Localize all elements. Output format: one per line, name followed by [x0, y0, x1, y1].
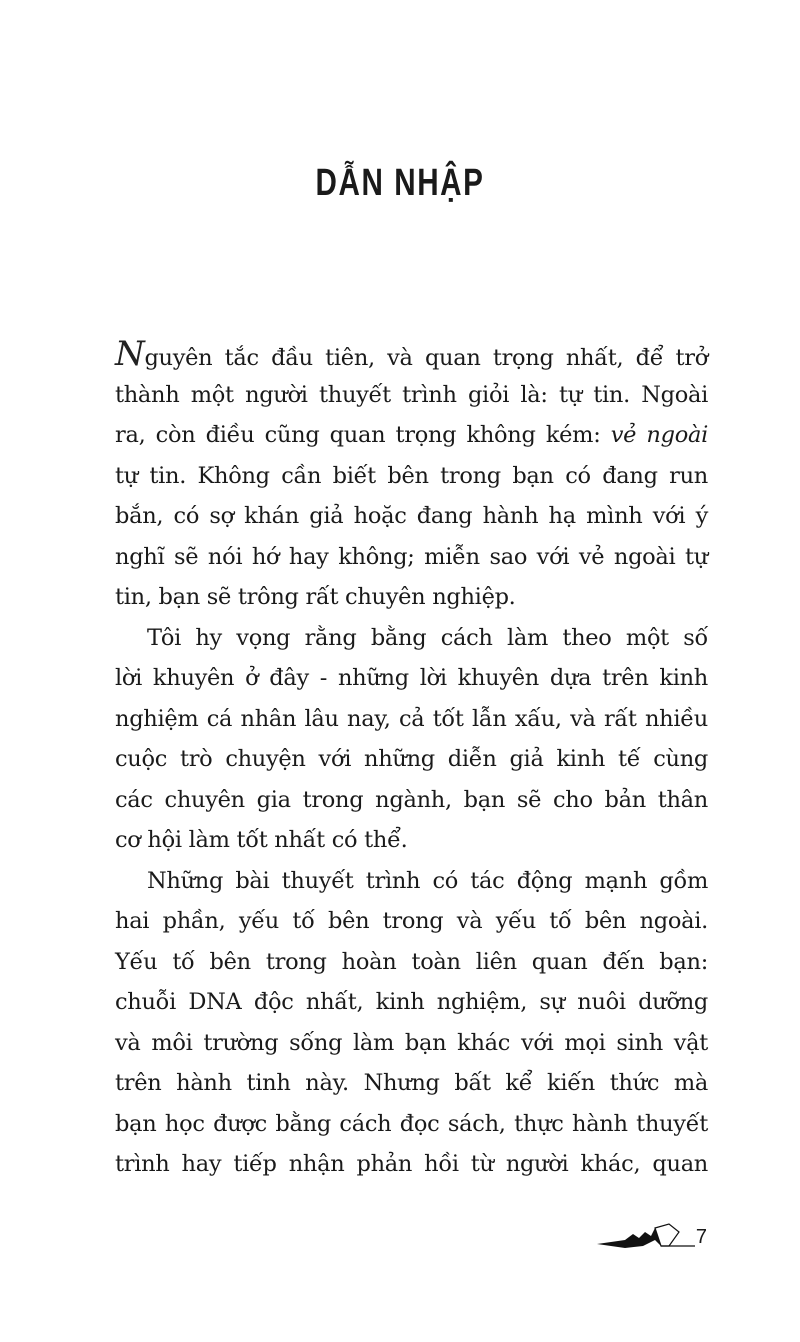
paragraph-2 [115, 618, 708, 861]
page-footer [595, 1222, 715, 1258]
text-line: lời khuyên ở đây - những lời khuyên dựa trên kinh [115, 665, 708, 691]
paragraph-3 [115, 861, 708, 1185]
text-line: chuỗi DNA độc nhất, kinh nghiệm, sự nuôi dưỡng [115, 989, 708, 1015]
text-line: nghiệm cá nhân lâu nay, cả tốt lẫn xấu, và rất nhiều [115, 705, 708, 732]
text-line: Yếu tố bên trong hoàn toàn liên quan đến bạn: [115, 948, 708, 975]
text-line: các chuyên gia trong ngành, bạn sẽ cho bản thân [115, 786, 708, 813]
page-number: 7 [695, 1226, 707, 1248]
text-line: Những bài thuyết trình có tác động mạnh gồm [147, 867, 708, 894]
text-line: nghĩ sẽ nói hớ hay không; miễn sao với vẻ ngoài tự [115, 543, 708, 570]
body-text [115, 334, 708, 1185]
text-line: tin, bạn sẽ trông rất chuyên nghiệp. [115, 584, 516, 610]
paragraph-1 [115, 334, 708, 618]
text-line: bạn học được bằng cách đọc sách, thực hành thuyết [115, 1110, 708, 1137]
text-line: tự tin. Không cần biết bên trong bạn có đang run [115, 462, 708, 489]
text-line: ra, còn điều cũng quan trọng không kém: vẻ ngoài [115, 422, 708, 448]
italic-emphasis: vẻ ngoài [610, 422, 708, 448]
text-line: thành một người thuyết trình giỏi là: tự tin. Ngoài [115, 381, 708, 408]
text-line: và môi trường sống làm bạn khác với mọi sinh vật [115, 1029, 708, 1056]
text-line: hai phần, yếu tố bên trong và yếu tố bên ngoài. [115, 908, 708, 934]
text-line: cuộc trò chuyện với những diễn giả kinh tế cùng [115, 746, 708, 772]
text-line: trình hay tiếp nhận phản hồi từ người khác, quan [115, 1151, 708, 1177]
text-line: trên hành tinh này. Nhưng bất kể kiến thức mà [115, 1070, 708, 1096]
text-line: Tôi hy vọng rằng bằng cách làm theo một số [147, 624, 708, 651]
drop-cap: N [115, 334, 145, 374]
text-line: Nguyên tắc đầu tiên, và quan trọng nhất, để trở [115, 334, 708, 374]
text-line: cơ hội làm tốt nhất có thể. [115, 827, 408, 853]
ornament-icon [595, 1222, 695, 1258]
text-line: bắn, có sợ khán giả hoặc đang hành hạ mình với ý [115, 503, 708, 529]
chapter-title: DẪN NHẬP [315, 162, 485, 204]
